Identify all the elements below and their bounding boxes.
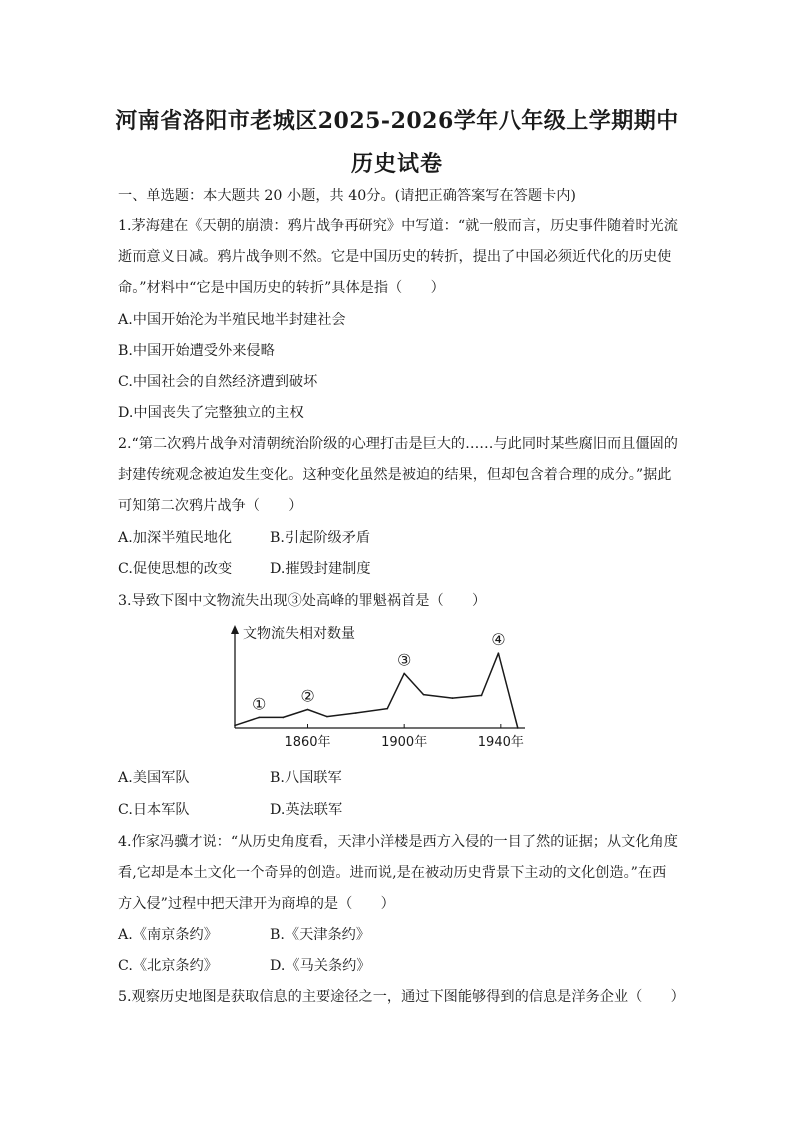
data-point-10 [481, 695, 483, 697]
q1-stem-line-3: 命。”材料中“它是中国历史的转折”具体是指（ ） [118, 280, 445, 296]
x-tick-label-2: 1940年 [477, 735, 524, 750]
q3-stem-line-1: 3.导致下图中文物流失出现③处高峰的罪魁祸首是（ ） [118, 593, 487, 609]
q4-option-d: D.《马关条约》 [270, 958, 371, 974]
q4-stem-line-3: 方入侵”过程中把天津开为商埠的是（ ） [118, 896, 395, 912]
data-point-3 [307, 709, 309, 711]
y-axis-label: 文物流失相对数量 [243, 626, 355, 642]
chart-svg [225, 622, 535, 752]
section-instructions: 一、单选题：本大题共 20 小题，共 40分。(请把正确答案写在答题卡内) [118, 188, 576, 204]
exam-subtitle: 历史试卷 [350, 151, 443, 177]
y-axis-arrow [231, 625, 239, 634]
x-tick-label-1: 1900年 [381, 735, 428, 750]
data-point-1 [258, 717, 260, 719]
q1-option-b: B.中国开始遭受外来侵略 [118, 343, 275, 359]
q1-stem-line-1: 1.茅海建在《天朝的崩溃：鸦片战争再研究》中写道：“就一般而言，历史事件随着时光流 [118, 218, 678, 234]
q3-option-b: B.八国联军 [270, 770, 342, 786]
q2-option-d: D.摧毁封建制度 [270, 561, 371, 577]
peak-label-2: ② [300, 686, 315, 706]
x-tick-label-0: 1860年 [284, 735, 331, 750]
q2-option-a: A.加深半殖民地化 [118, 530, 233, 546]
q1-stem-line-2: 逝而意义日减。鸦片战争则不然。它是中国历史的转折，提出了中国必须近代化的历史使 [118, 249, 672, 265]
q3-option-a: A.美国军队 [118, 770, 190, 786]
data-point-5 [355, 712, 357, 714]
data-point-0 [234, 725, 236, 727]
q2-stem-line-2: 封建传统观念被迫发生变化。这种变化虽然是被迫的结果，但却包含着合理的成分。”据此 [118, 467, 672, 483]
q1-option-a: A.中国开始沦为半殖民地半封建社会 [118, 312, 346, 328]
chart-labels [243, 625, 524, 750]
q5-stem-line-1: 5.观察历史地图是获取信息的主要途径之一，通过下图能够得到的信息是洋务企业（ ） [118, 989, 685, 1005]
data-point-9 [452, 697, 454, 699]
data-point-12 [517, 727, 519, 729]
data-point-7 [403, 673, 405, 675]
q2-option-b: B.引起阶级矛盾 [270, 530, 371, 546]
exam-title: 河南省洛阳市老城区2025-2026学年八年级上学期期中 [115, 108, 679, 134]
q1-option-c: C.中国社会的自然经济遭到破坏 [118, 374, 318, 390]
q4-option-b: B.《天津条约》 [270, 927, 371, 943]
data-point-11 [498, 652, 500, 654]
peak-label-4: ④ [491, 630, 506, 650]
q4-stem-line-2: 看,它却是本土文化一个奇异的创造。进而说,是在被动历史背景下主动的文化创造。”在西 [118, 865, 667, 881]
data-point-8 [423, 694, 425, 696]
q4-option-c: C.《北京条约》 [118, 958, 218, 974]
data-point-4 [326, 716, 328, 718]
q3-option-c: C.日本军队 [118, 802, 190, 818]
q2-stem-line-1: 2.“第二次鸦片战争对清朝统治阶级的心理打击是巨大的……与此同时某些腐旧而且僵固的 [118, 436, 678, 452]
q3-option-d: D.英法联军 [270, 802, 343, 818]
q1-option-d: D.中国丧失了完整独立的主权 [118, 405, 304, 421]
q4-option-a: A.《南京条约》 [118, 927, 218, 943]
data-point-2 [283, 717, 285, 719]
data-point-6 [386, 708, 388, 710]
cultural-relics-loss-chart [225, 622, 535, 752]
peak-label-1: ① [251, 694, 267, 714]
q4-stem-line-1: 4.作家冯骥才说：“从历史角度看，天津小洋楼是西方入侵的一目了然的证据；从文化角度 [118, 834, 678, 850]
series-line [235, 653, 518, 728]
q2-stem-line-3: 可知第二次鸦片战争（ ） [118, 498, 303, 514]
q2-option-c: C.促使思想的改变 [118, 561, 233, 577]
peak-label-3: ③ [396, 650, 412, 670]
chart-series [234, 652, 518, 728]
